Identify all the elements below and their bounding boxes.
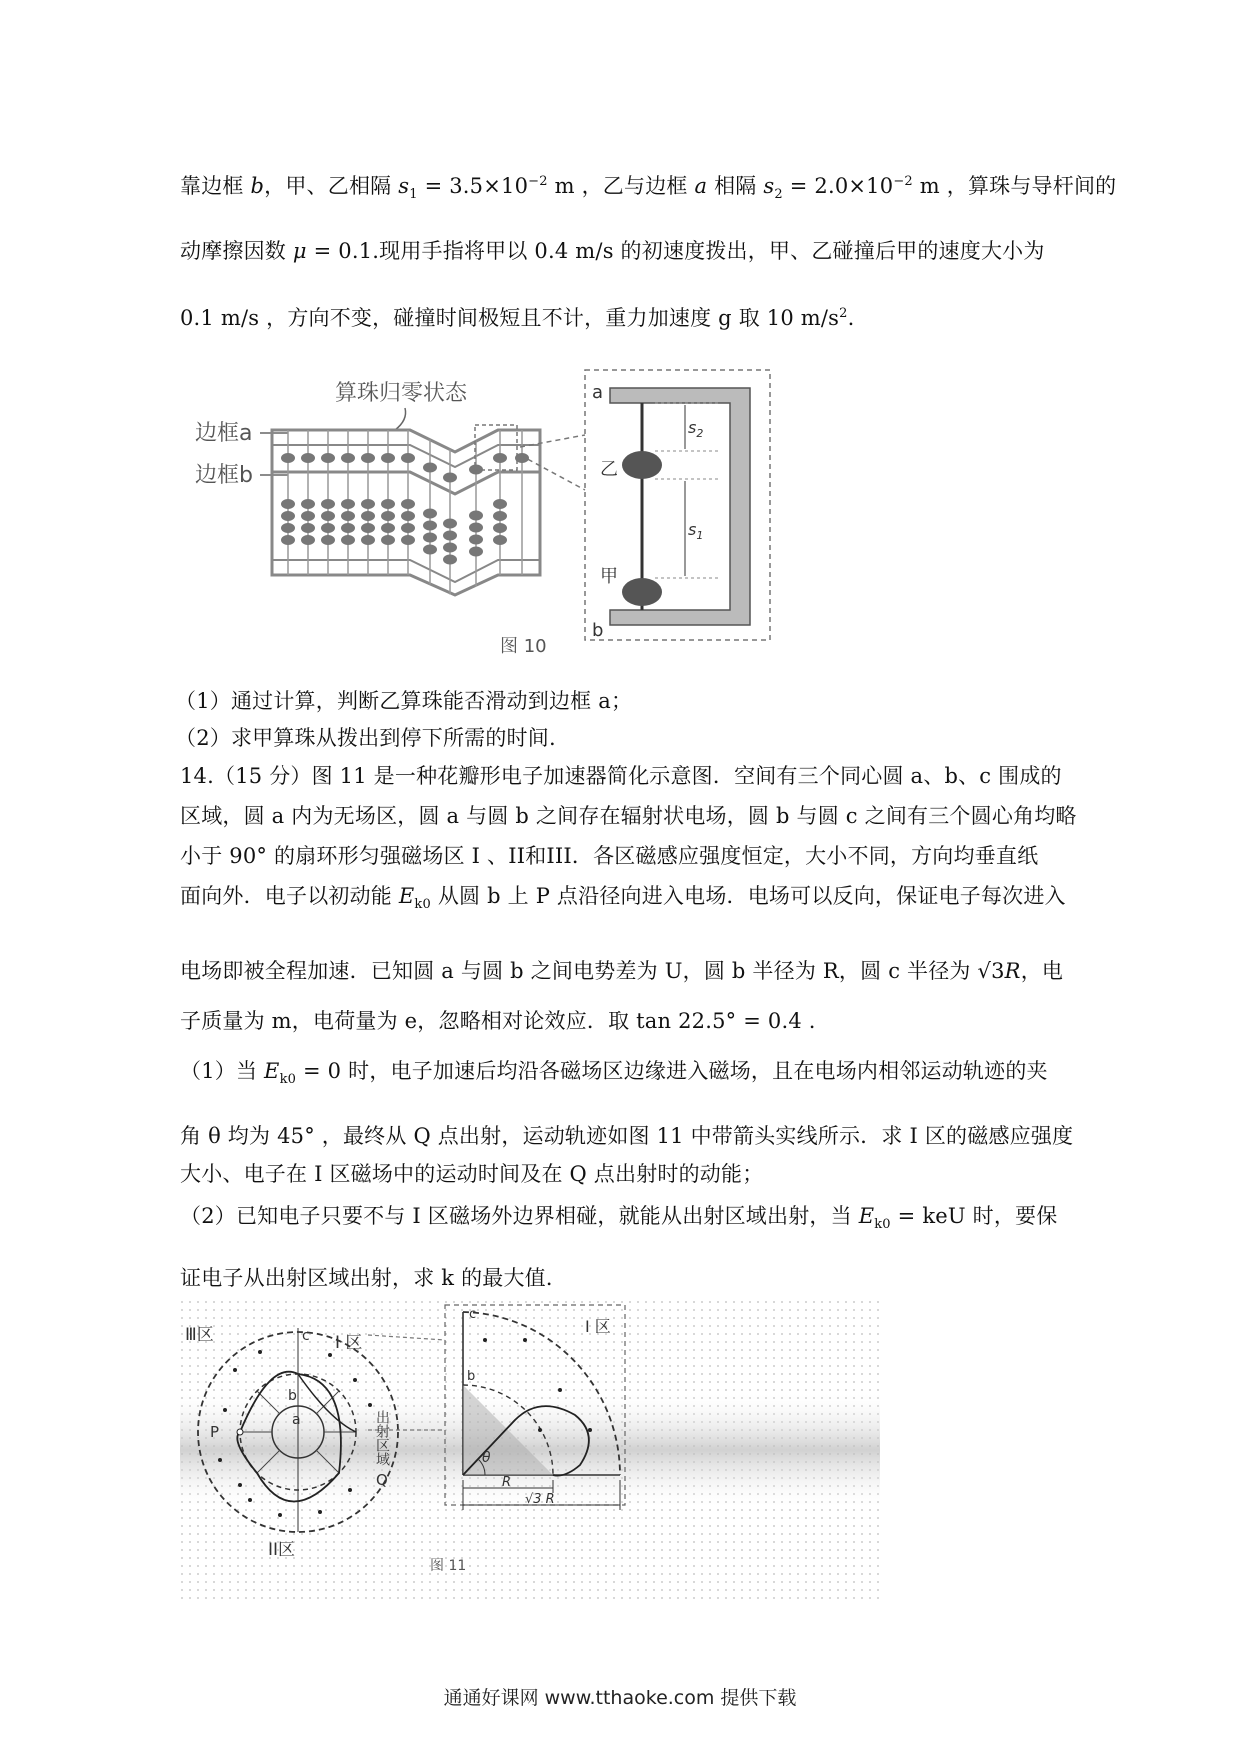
- abacus-bead-lower: [381, 511, 395, 521]
- abacus-bead-lower: [401, 511, 415, 521]
- text: 靠边框: [180, 174, 251, 198]
- text: s: [398, 174, 410, 198]
- detail-s1: $s_1$: [688, 520, 704, 542]
- fig10-label-b: 边框b: [195, 463, 253, 488]
- text: .: [847, 306, 855, 330]
- text: = 3.5×10: [417, 174, 529, 198]
- detail-b: b: [467, 1369, 476, 1384]
- abacus-bead-upper: [443, 473, 457, 483]
- text: b: [250, 174, 265, 198]
- fig11-label-b: b: [288, 1388, 297, 1404]
- text: 面向外．电子以初动能: [180, 884, 399, 908]
- p14-line9: 大小、电子在 I 区磁场中的运动时间及在 Q 点出射时的动能；: [180, 1162, 764, 1186]
- abacus-bead-lower: [281, 511, 295, 521]
- abacus-bead-lower: [361, 499, 375, 509]
- text: = keU 时，要保: [890, 1204, 1058, 1228]
- abacus-bead-lower: [301, 535, 315, 545]
- fig10-top-label: 算珠归零状态: [335, 381, 468, 406]
- text: R: [1004, 959, 1021, 983]
- abacus-bead-upper: [341, 453, 355, 463]
- abacus-bead-lower: [321, 523, 335, 533]
- text: （1）当: [180, 1059, 265, 1083]
- detail-yi: 乙: [600, 459, 618, 480]
- text: √3: [977, 959, 1005, 983]
- fig11-label-Q: Q: [376, 1471, 388, 1489]
- text: = 0 时，电子加速后均沿各磁场区边缘进入磁场，且在电场内相邻运动轨迹的夹: [296, 1059, 1048, 1083]
- abacus-bead-lower: [493, 499, 507, 509]
- abacus-bead-lower: [469, 511, 483, 521]
- text: −2: [893, 174, 913, 189]
- abacus-bead-upper: [321, 453, 335, 463]
- fig10-label-a: 边框a: [195, 421, 253, 446]
- detail-zone1: I 区: [585, 1317, 611, 1336]
- detail-R: R: [502, 1475, 512, 1490]
- abacus-bead-lower: [401, 499, 415, 509]
- text: = 2.0×10: [782, 174, 894, 198]
- text: ，甲、乙相隔: [264, 174, 399, 198]
- p13-q2: （2）求甲算珠从拨出到停下所需的时间.: [175, 726, 556, 750]
- abacus-bead-lower: [341, 535, 355, 545]
- p13-line2: [180, 235, 1045, 265]
- abacus-bead-upper: [401, 453, 415, 463]
- fig11-caption: 图 11: [430, 1558, 467, 1574]
- p14-line11: 证电子从出射区域出射，求 k 的最大值．: [180, 1266, 568, 1290]
- text: ，电: [1020, 959, 1064, 983]
- abacus-bead-lower: [423, 545, 437, 555]
- abacus-bead-lower: [381, 499, 395, 509]
- text: .现用手指将甲以 0.4 m/s 的初速度拨出，甲、乙碰撞后甲的速度大小为: [372, 239, 1045, 263]
- text: μ: [292, 239, 307, 263]
- abacus-bead-lower: [469, 535, 483, 545]
- abacus-bead-upper: [361, 453, 375, 463]
- abacus-bead-lower: [381, 523, 395, 533]
- p13-line3: [180, 302, 855, 332]
- abacus-beads: [281, 430, 529, 595]
- abacus-bead-lower: [423, 509, 437, 519]
- p14-line1: 14.（15 分）图 11 是一种花瓣形电子加速器简化示意图．空间有三个同心圆 a、b、c 围成的: [180, 764, 1062, 788]
- text: 从圆 b 上 P 点沿径向进入电场．电场可以反向，保证电子每次进入: [430, 884, 1066, 908]
- fig11-zone1: I 区: [335, 1333, 363, 1353]
- text: E: [264, 1059, 280, 1083]
- abacus-bead-lower: [443, 555, 457, 565]
- fig11-zone3: Ⅲ区: [185, 1325, 214, 1345]
- text: 1: [409, 187, 418, 203]
- detail-theta: θ: [482, 1450, 491, 1466]
- abacus-bead-lower: [361, 523, 375, 533]
- p14-line7: [180, 1055, 1048, 1087]
- figure-10: [180, 360, 880, 660]
- p14-line6: 子质量为 m，电荷量为 e，忽略相对论效应．取 tan 22.5° = 0.4 .: [180, 1009, 816, 1033]
- detail-s2: $s_2$: [688, 418, 704, 440]
- detail-jia: 甲: [600, 566, 618, 587]
- abacus-bead-lower: [341, 523, 355, 533]
- text: E: [398, 884, 415, 908]
- abacus-bead-lower: [469, 547, 483, 557]
- abacus-bead-upper: [493, 453, 507, 463]
- abacus-bead-lower: [493, 523, 507, 533]
- abacus-bead-lower: [493, 535, 507, 545]
- fig10-caption: 图 10: [500, 636, 547, 657]
- abacus-bead-lower: [321, 535, 335, 545]
- abacus-bead-lower: [423, 521, 437, 531]
- text: k0: [279, 1072, 297, 1088]
- text: E: [858, 1204, 875, 1228]
- abacus-bead-lower: [423, 533, 437, 543]
- abacus-bead-lower: [443, 519, 457, 529]
- text: k0: [874, 1217, 891, 1233]
- abacus-bead-lower: [321, 511, 335, 521]
- text: 动摩擦因数: [180, 239, 293, 263]
- abacus-bead-lower: [281, 523, 295, 533]
- fig11-label-P: P: [210, 1423, 220, 1441]
- detail-c: c: [469, 1307, 477, 1322]
- abacus-bead-lower: [361, 535, 375, 545]
- figure-11: [180, 1300, 880, 1600]
- text: m ，乙与边框: [547, 174, 695, 198]
- text: k0: [414, 897, 431, 913]
- text: （2）已知电子只要不与 I 区磁场外边界相碰，就能从出射区域出射，当: [180, 1204, 859, 1228]
- p13-line1: [180, 170, 1116, 202]
- p14-line8: 角 θ 均为 45° ，最终从 Q 点出射，运动轨迹如图 11 中带箭头实线所示．求 I 区的磁感应强度: [180, 1124, 1074, 1148]
- abacus-bead-lower: [301, 499, 315, 509]
- abacus-bead-lower: [469, 523, 483, 533]
- abacus-bead-lower: [301, 511, 315, 521]
- text: = 0.1: [306, 239, 373, 263]
- abacus-bead-lower: [281, 535, 295, 545]
- abacus-bead-lower: [401, 523, 415, 533]
- abacus-bead-lower: [381, 535, 395, 545]
- text: 2: [774, 187, 783, 203]
- p14-line3: 小于 90° 的扇环形匀强磁场区 I 、II和III．各区磁感应强度恒定，大小不同，方向均垂直纸: [180, 844, 1039, 868]
- abacus-bead-lower: [281, 499, 295, 509]
- abacus-bead-lower: [493, 511, 507, 521]
- text: 电场即被全程加速．已知圆 a 与圆 b 之间电势差为 U，圆 b 半径为 R，圆 c 半径为: [180, 959, 978, 983]
- p14-line2: 区域，圆 a 内为无场区，圆 a 与圆 b 之间存在辐射状电场，圆 b 与圆 c 之间有三个圆心角均略: [180, 804, 1077, 828]
- p14-line5: [180, 955, 1063, 985]
- fig11-label-a: a: [292, 1412, 301, 1428]
- detail-b: b: [592, 620, 604, 641]
- p14-line4: [180, 880, 1066, 912]
- abacus-bead-upper: [381, 453, 395, 463]
- abacus-bead-lower: [341, 511, 355, 521]
- fig11-exit: 出射区域: [374, 1410, 390, 1466]
- detail-sqrt3R: √3 R: [525, 1492, 555, 1507]
- text: a: [694, 174, 708, 198]
- p14-line10: [180, 1200, 1057, 1232]
- abacus-bead-lower: [321, 499, 335, 509]
- abacus-bead-lower: [301, 523, 315, 533]
- detail-a: a: [592, 382, 604, 403]
- fig11-label-c: c: [302, 1328, 310, 1344]
- abacus-bead-upper: [301, 453, 315, 463]
- p13-q1: （1）通过计算，判断乙算珠能否滑动到边框 a；: [175, 689, 633, 713]
- text: 相隔: [707, 174, 764, 198]
- text: −2: [528, 174, 548, 189]
- abacus-bead-lower: [401, 535, 415, 545]
- bead-yi: [622, 451, 662, 479]
- abacus-bead-upper: [423, 463, 437, 473]
- text: s: [763, 174, 775, 198]
- text: 0.1 m/s ，方向不变，碰撞时间极短且不计，重力加速度 g 取 10 m/s: [180, 306, 840, 330]
- fig10-leader: [395, 408, 406, 430]
- text: m ，算珠与导杆间的: [912, 174, 1117, 198]
- text: 2: [839, 306, 848, 321]
- abacus-bead-lower: [341, 499, 355, 509]
- abacus-bead-lower: [443, 531, 457, 541]
- fig11-zone2: II区: [268, 1540, 296, 1560]
- bead-jia: [622, 578, 662, 606]
- footer: 通通好课网 www.tthaoke.com 提供下载: [443, 1687, 797, 1709]
- abacus-bead-lower: [443, 543, 457, 553]
- abacus-bead-upper: [281, 453, 295, 463]
- abacus-bead-lower: [361, 511, 375, 521]
